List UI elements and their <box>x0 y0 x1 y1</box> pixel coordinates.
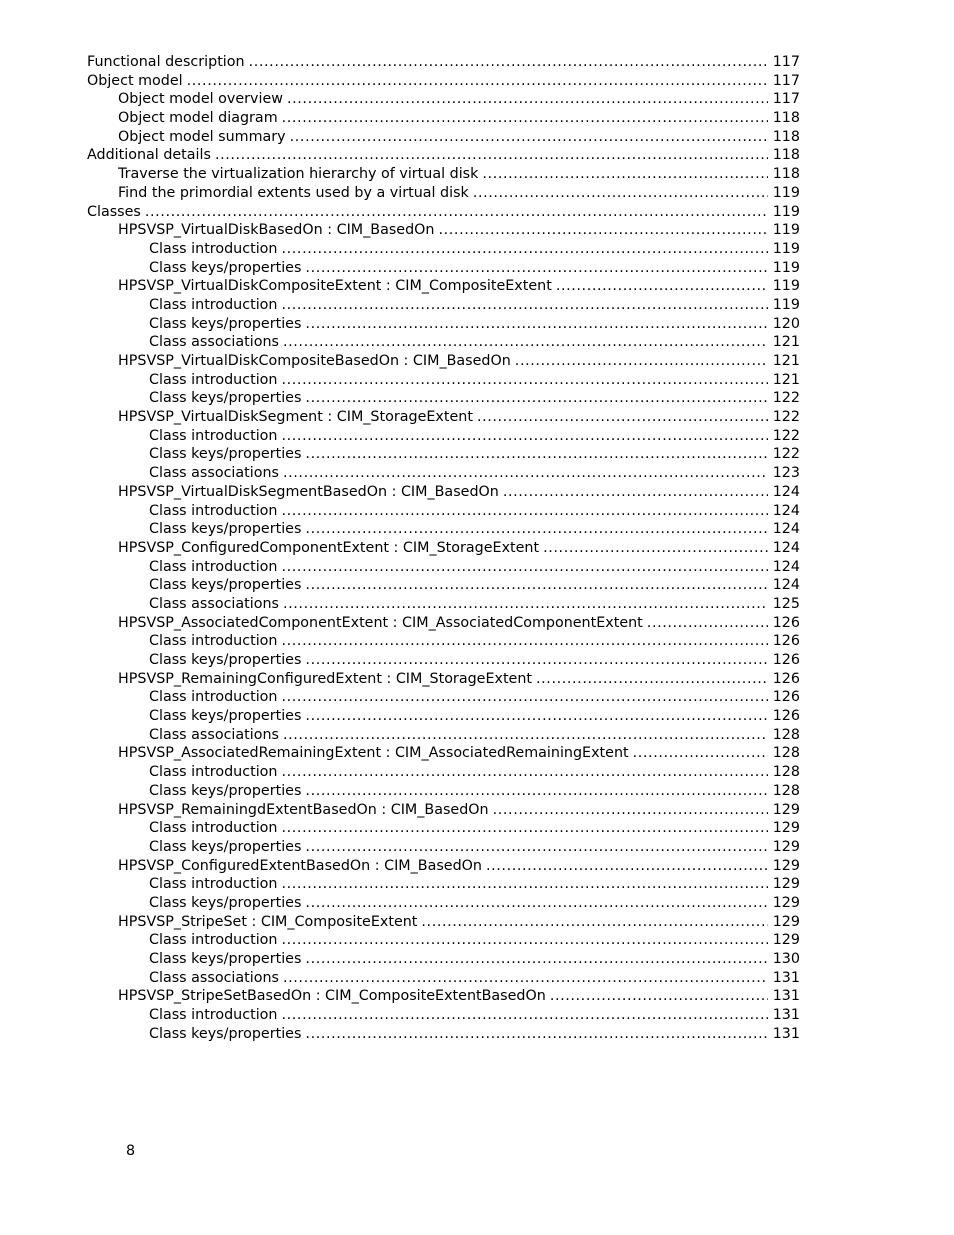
dot-leader <box>282 819 768 838</box>
toc-entry[interactable] <box>87 744 800 763</box>
toc-entry-page: 121 <box>772 371 800 388</box>
dot-leader <box>187 72 768 91</box>
dot-leader <box>305 838 767 857</box>
toc-entry-page: 128 <box>772 745 800 762</box>
toc-entry-title: Class keys/properties <box>149 521 302 538</box>
toc-entry[interactable] <box>87 595 800 614</box>
toc-entry-page: 122 <box>772 390 800 407</box>
toc-entry-title: HPSVSP_VirtualDiskCompositeExtent : CIM_CompositeExtent <box>118 278 552 295</box>
dot-leader <box>305 651 767 670</box>
dot-leader <box>145 203 768 222</box>
toc-entry-title: HPSVSP_VirtualDiskSegment : CIM_StorageExtent <box>118 409 473 426</box>
toc-entry-page: 129 <box>772 838 800 855</box>
toc-entry-page: 124 <box>772 502 800 519</box>
toc-entry[interactable] <box>87 651 800 670</box>
toc-entry-page: 119 <box>772 259 800 276</box>
toc-entry-page: 126 <box>772 652 800 668</box>
page-number: 8 <box>126 1143 136 1159</box>
toc-entry-title: Class keys/properties <box>149 708 302 725</box>
toc-entry-title: Additional details <box>87 147 211 164</box>
toc-entry-title: Class keys/properties <box>149 894 302 911</box>
toc-entry-title: HPSVSP_RemainingConfiguredExtent : CIM_StorageExtent <box>118 670 533 687</box>
dot-leader <box>282 1006 768 1025</box>
toc-entry[interactable] <box>87 165 800 184</box>
toc-entry[interactable] <box>87 819 800 838</box>
toc-entry[interactable] <box>87 352 800 371</box>
dot-leader <box>305 576 767 595</box>
toc-entry-page: 117 <box>772 54 800 70</box>
toc-entry-page: 118 <box>772 147 800 164</box>
toc-entry[interactable] <box>87 184 800 203</box>
toc-entry[interactable] <box>87 128 800 147</box>
toc-entry-page: 124 <box>772 577 800 594</box>
dot-leader <box>305 259 767 278</box>
toc-entry-title: Class associations <box>149 969 279 986</box>
toc-entry-title: HPSVSP_VirtualDiskBasedOn : CIM_BasedOn <box>118 222 435 239</box>
dot-leader <box>282 502 768 521</box>
toc-entry[interactable] <box>87 221 800 240</box>
toc-entry-title: Object model overview <box>118 91 283 108</box>
dot-leader <box>477 408 768 427</box>
toc-entry[interactable] <box>87 894 800 913</box>
toc-entry-title: Class introduction <box>149 240 278 257</box>
dot-leader <box>283 333 768 352</box>
toc-entry[interactable] <box>87 614 800 633</box>
dot-leader <box>282 632 768 651</box>
dot-leader <box>283 969 768 988</box>
dot-leader <box>305 445 767 464</box>
toc-entry-page: 126 <box>772 689 800 706</box>
dot-leader <box>282 763 768 782</box>
toc-entry-page: 130 <box>772 951 800 967</box>
toc-entry-page: 126 <box>772 614 800 631</box>
toc-entry-page: 129 <box>772 801 800 818</box>
dot-leader <box>282 688 768 707</box>
toc-entry-title: Class keys/properties <box>149 838 302 855</box>
toc-entry[interactable] <box>87 670 800 689</box>
toc-entry[interactable] <box>87 203 800 222</box>
dot-leader <box>486 857 768 876</box>
toc-entry-title: Classes <box>87 203 141 220</box>
toc-entry[interactable] <box>87 240 800 259</box>
dot-leader <box>282 240 768 259</box>
toc-entry-page: 126 <box>772 708 800 725</box>
toc-entry[interactable] <box>87 1006 800 1025</box>
toc-entry[interactable] <box>87 857 800 876</box>
dot-leader <box>305 520 767 539</box>
toc-entry-title: Class introduction <box>149 932 278 949</box>
dot-leader <box>215 146 768 165</box>
toc-entry-title: Object model <box>87 72 183 89</box>
toc-entry-title: Class keys/properties <box>149 390 302 407</box>
toc-entry[interactable] <box>87 913 800 932</box>
toc-entry[interactable] <box>87 109 800 128</box>
toc-entry[interactable] <box>87 315 800 334</box>
toc-entry-page: 126 <box>772 633 800 650</box>
dot-leader <box>633 744 768 763</box>
toc-entry-page: 124 <box>772 521 800 538</box>
toc-entry[interactable] <box>87 90 800 109</box>
toc-entry[interactable] <box>87 801 800 820</box>
toc-entry-title: Class keys/properties <box>149 1025 302 1042</box>
toc-entry[interactable] <box>87 707 800 726</box>
toc-entry[interactable] <box>87 483 800 502</box>
toc-entry-title: Class introduction <box>149 371 278 388</box>
toc-entry-page: 128 <box>772 782 800 799</box>
dot-leader <box>282 558 768 577</box>
toc-entry-title: Class keys/properties <box>149 652 302 668</box>
toc-entry[interactable] <box>87 969 800 988</box>
toc-entry-page: 119 <box>772 278 800 295</box>
dot-leader <box>249 53 768 72</box>
toc-entry-page: 118 <box>772 110 800 127</box>
toc-entry-title: Class introduction <box>149 633 278 650</box>
toc-entry-page: 129 <box>772 857 800 874</box>
toc-entry[interactable] <box>87 408 800 427</box>
toc-entry-page: 118 <box>772 166 800 183</box>
toc-entry-page: 124 <box>772 483 800 500</box>
toc-entry-title: HPSVSP_StripeSetBasedOn : CIM_CompositeExtentBasedOn <box>118 988 546 1005</box>
toc-entry-page: 131 <box>772 988 800 1005</box>
toc-entry-page: 129 <box>772 913 800 930</box>
dot-leader <box>282 427 768 446</box>
dot-leader <box>287 90 768 109</box>
toc-entry-page: 124 <box>772 558 800 575</box>
toc-entry-title: HPSVSP_RemainingdExtentBasedOn : CIM_BasedOn <box>118 801 489 818</box>
toc-entry-page: 119 <box>772 184 800 201</box>
toc-entry-title: HPSVSP_AssociatedRemainingExtent : CIM_AssociatedRemainingExtent <box>118 745 629 762</box>
dot-leader <box>493 801 768 820</box>
toc-entry-title: Traverse the virtualization hierarchy of virtual disk <box>118 166 479 183</box>
toc-entry[interactable] <box>87 558 800 577</box>
toc-entry-page: 118 <box>772 128 800 145</box>
toc-entry[interactable] <box>87 146 800 165</box>
toc-entry-page: 119 <box>772 296 800 313</box>
toc-entry-title: Class keys/properties <box>149 782 302 799</box>
toc-entry-page: 117 <box>772 91 800 108</box>
toc-entry-title: Object model summary <box>118 128 286 145</box>
dot-leader <box>290 128 768 147</box>
toc-entry-page: 121 <box>772 334 800 351</box>
toc-entry[interactable] <box>87 875 800 894</box>
toc-entry-title: Class introduction <box>149 1007 278 1024</box>
toc-entry-page: 123 <box>772 465 800 482</box>
dot-leader <box>282 109 768 128</box>
toc-entry[interactable] <box>87 502 800 521</box>
toc-entry-page: 122 <box>772 427 800 444</box>
toc-entry-title: Class keys/properties <box>149 446 302 463</box>
dot-leader <box>536 670 768 689</box>
toc-entry[interactable] <box>87 987 800 1006</box>
toc-entry-title: Functional description <box>87 54 245 70</box>
dot-leader <box>305 389 767 408</box>
dot-leader <box>283 595 768 614</box>
dot-leader <box>550 987 768 1006</box>
dot-leader <box>283 464 768 483</box>
toc-entry[interactable] <box>87 1025 800 1044</box>
dot-leader <box>439 221 768 240</box>
dot-leader <box>305 894 767 913</box>
toc-entry-title: Class introduction <box>149 427 278 444</box>
toc-entry-page: 119 <box>772 240 800 257</box>
toc-entry-title: HPSVSP_VirtualDiskSegmentBasedOn : CIM_BasedOn <box>118 483 499 500</box>
toc-entry[interactable] <box>87 53 800 72</box>
toc-entry-page: 128 <box>772 726 800 743</box>
toc-entry-page: 128 <box>772 764 800 781</box>
dot-leader <box>305 950 767 969</box>
toc-entry[interactable] <box>87 333 800 352</box>
toc-entry[interactable] <box>87 520 800 539</box>
toc-entry[interactable] <box>87 726 800 745</box>
toc-entry-page: 129 <box>772 820 800 837</box>
toc-entry[interactable] <box>87 259 800 278</box>
toc-entry-title: HPSVSP_ConfiguredComponentExtent : CIM_StorageExtent <box>118 539 540 556</box>
toc-entry-page: 120 <box>772 315 800 332</box>
toc-entry-title: Class associations <box>149 334 279 351</box>
toc-entry[interactable] <box>87 688 800 707</box>
toc-entry-title: Class introduction <box>149 296 278 313</box>
toc-entry[interactable] <box>87 296 800 315</box>
toc-entry-title: HPSVSP_ConfiguredExtentBasedOn : CIM_BasedOn <box>118 857 482 874</box>
toc-entry-page: 129 <box>772 894 800 911</box>
toc-entry-page: 119 <box>772 203 800 220</box>
toc-entry[interactable] <box>87 782 800 801</box>
toc-entry-page: 131 <box>772 1025 800 1042</box>
dot-leader <box>282 296 768 315</box>
dot-leader <box>556 277 768 296</box>
toc-entry[interactable] <box>87 931 800 950</box>
toc-entry-page: 117 <box>772 72 800 89</box>
dot-leader <box>305 707 767 726</box>
toc-entry-title: Class associations <box>149 726 279 743</box>
toc-entry-title: HPSVSP_VirtualDiskCompositeBasedOn : CIM_BasedOn <box>118 353 511 369</box>
toc-entry-page: 125 <box>772 595 800 612</box>
dot-leader <box>515 352 768 371</box>
dot-leader <box>282 931 768 950</box>
dot-leader <box>482 165 767 184</box>
dot-leader <box>305 782 767 801</box>
toc-entry[interactable] <box>87 632 800 651</box>
dot-leader <box>473 184 768 203</box>
toc-entry-title: Object model diagram <box>118 110 278 127</box>
toc-entry[interactable] <box>87 277 800 296</box>
toc-entry[interactable] <box>87 72 800 91</box>
toc-entry-page: 124 <box>772 539 800 556</box>
toc-entry-title: Class keys/properties <box>149 951 302 967</box>
dot-leader <box>421 913 767 932</box>
toc-entry-title: Class introduction <box>149 558 278 575</box>
dot-leader <box>305 315 767 334</box>
toc-entry[interactable] <box>87 427 800 446</box>
toc-entry[interactable] <box>87 371 800 390</box>
toc-entry-page: 129 <box>772 932 800 949</box>
toc-entry-title: Class associations <box>149 595 279 612</box>
toc-entry[interactable] <box>87 445 800 464</box>
table-of-contents <box>87 53 800 1043</box>
toc-entry-title: Class introduction <box>149 876 278 893</box>
toc-entry[interactable] <box>87 576 800 595</box>
toc-entry-title: Class introduction <box>149 502 278 519</box>
toc-entry[interactable] <box>87 539 800 558</box>
toc-entry-title: HPSVSP_AssociatedComponentExtent : CIM_AssociatedComponentExtent <box>118 614 643 631</box>
toc-entry[interactable] <box>87 838 800 857</box>
toc-entry-page: 121 <box>772 353 800 369</box>
toc-entry-title: Class keys/properties <box>149 259 302 276</box>
toc-entry-page: 119 <box>772 222 800 239</box>
toc-entry-title: Class keys/properties <box>149 315 302 332</box>
toc-entry-page: 131 <box>772 969 800 986</box>
toc-entry-title: Class introduction <box>149 689 278 706</box>
toc-entry-title: HPSVSP_StripeSet : CIM_CompositeExtent <box>118 913 418 930</box>
dot-leader <box>503 483 768 502</box>
dot-leader <box>305 1025 767 1044</box>
toc-entry[interactable] <box>87 763 800 782</box>
dot-leader <box>543 539 768 558</box>
toc-entry-title: Find the primordial extents used by a virtual disk <box>118 184 469 201</box>
dot-leader <box>283 726 768 745</box>
toc-entry-title: Class keys/properties <box>149 577 302 594</box>
toc-entry-page: 131 <box>772 1007 800 1024</box>
toc-entry-title: Class introduction <box>149 764 278 781</box>
toc-entry-page: 122 <box>772 446 800 463</box>
toc-entry-page: 129 <box>772 876 800 893</box>
toc-entry-title: Class introduction <box>149 820 278 837</box>
toc-entry-page: 126 <box>772 670 800 687</box>
dot-leader <box>282 371 768 390</box>
toc-entry[interactable] <box>87 389 800 408</box>
toc-entry-title: Class associations <box>149 465 279 482</box>
dot-leader <box>647 614 768 633</box>
toc-entry-page: 122 <box>772 409 800 426</box>
dot-leader <box>282 875 768 894</box>
toc-entry[interactable] <box>87 950 800 969</box>
toc-entry[interactable] <box>87 464 800 483</box>
